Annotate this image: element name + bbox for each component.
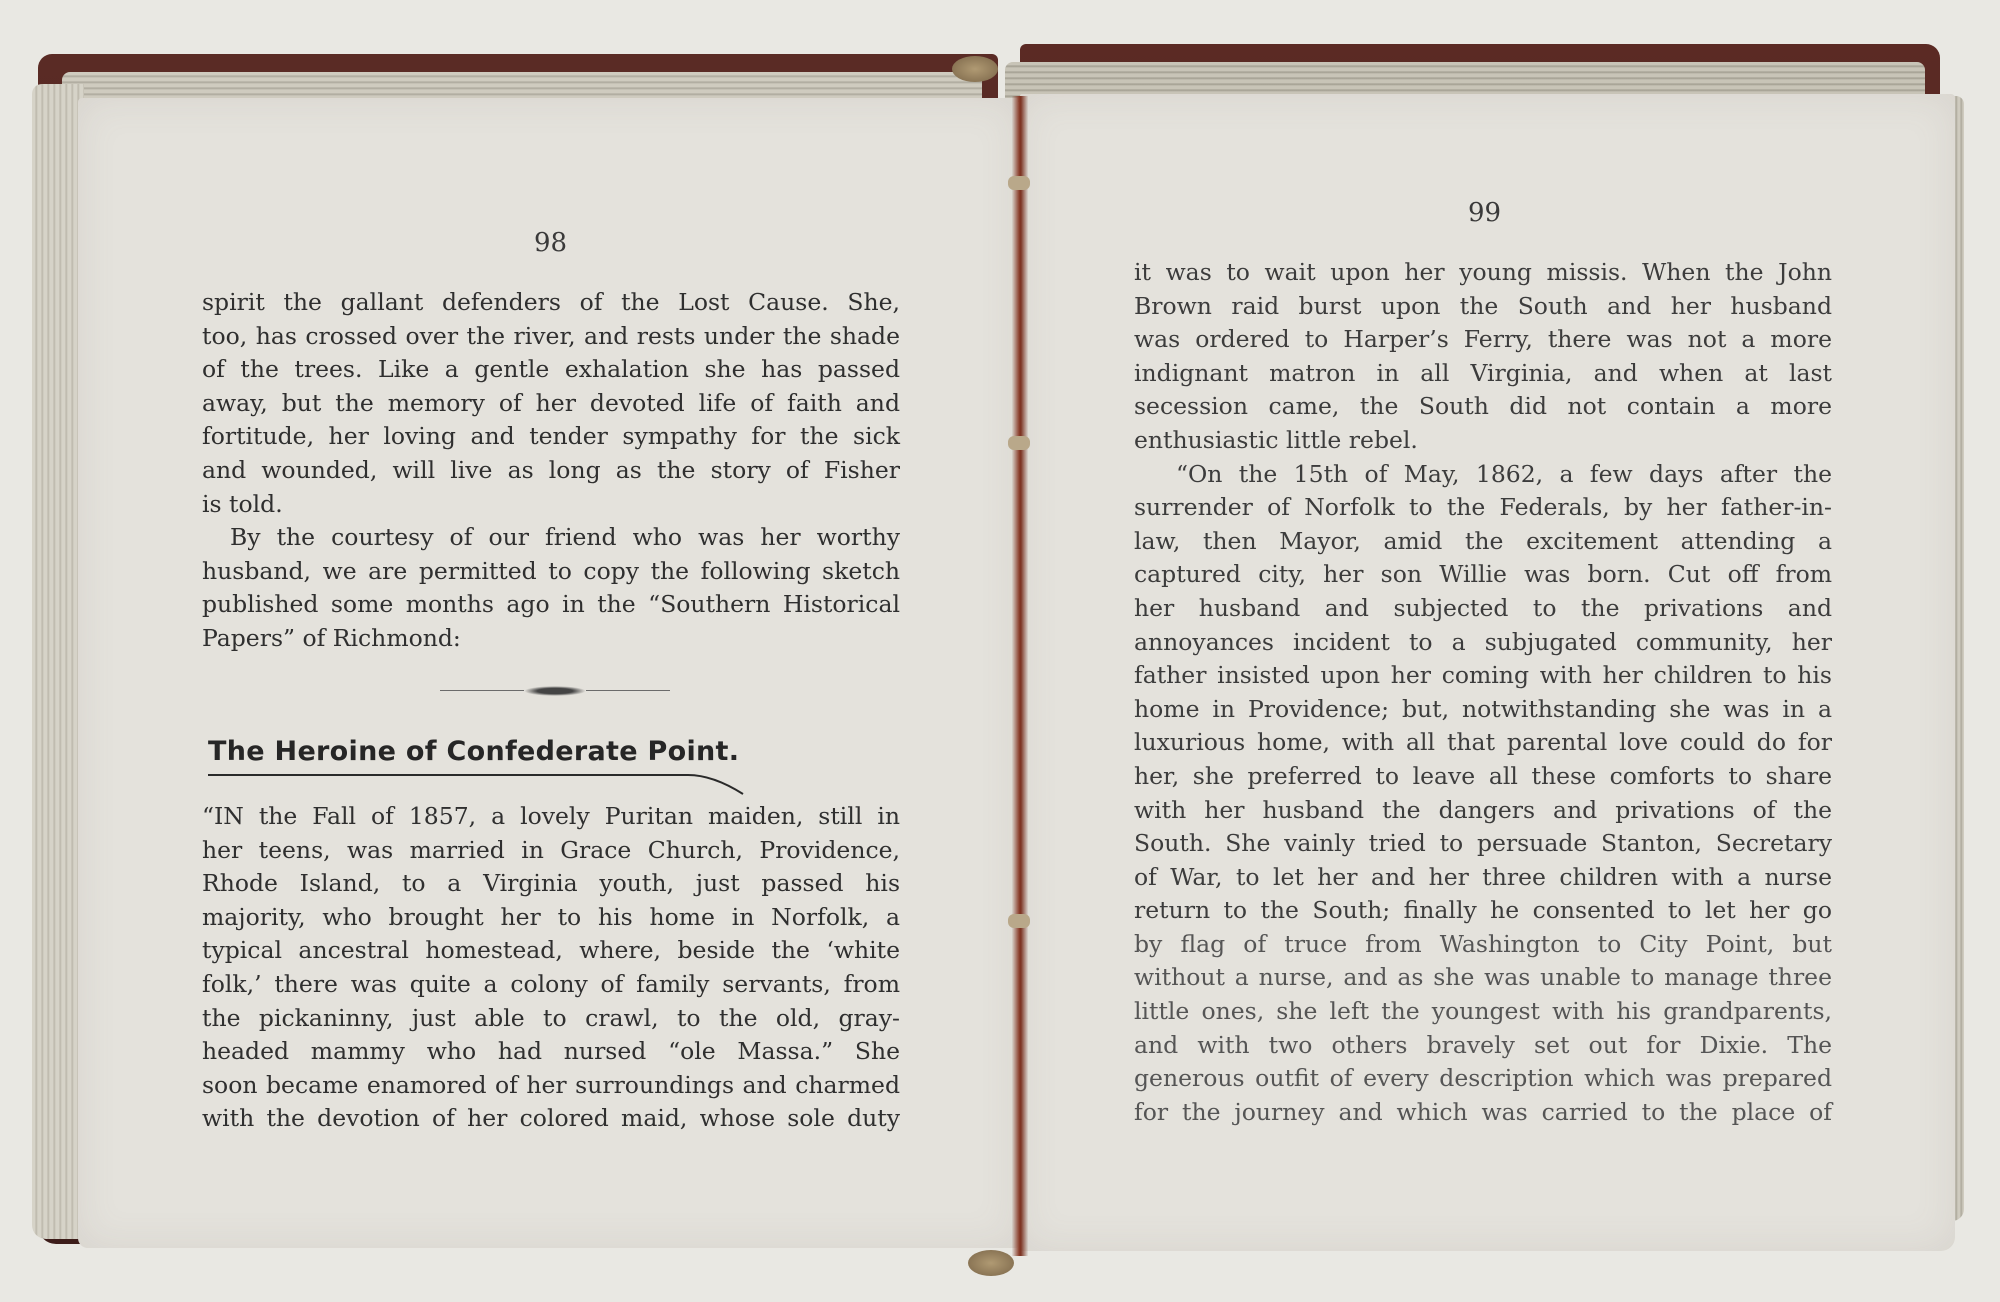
text-line: of War, to let her and her three children with a nurse — [1134, 862, 1832, 891]
right-page-text — [1134, 256, 1832, 1129]
text-line: indignant matron in all Virginia, and when at last — [1134, 358, 1832, 387]
text-line: with her husband the dangers and privations of the — [1134, 795, 1832, 824]
text-line: father insisted upon her coming with her children to his — [1134, 661, 1832, 690]
text-line: with the devotion of her colored maid, whose sole duty — [202, 1104, 900, 1133]
text-line: Brown raid burst upon the South and her husband — [1134, 291, 1832, 320]
text-line: South. She vainly tried to persuade Stanton, Secretary — [1134, 829, 1832, 858]
text-line: generous outfit of every description which was prepared — [1134, 1064, 1832, 1093]
text-line: return to the South; finally he consented to let her go — [1134, 896, 1832, 925]
heading-underline — [208, 774, 748, 796]
text-line: is told. — [202, 489, 283, 518]
text-line: secession came, the South did not contain a more — [1134, 392, 1832, 421]
text-line: without a nurse, and as she was unable to manage three — [1134, 963, 1832, 992]
text-line: fortitude, her loving and tender sympathy for the sick — [202, 422, 900, 451]
text-line: enthusiastic little rebel. — [1134, 425, 1418, 454]
page-edges-top-left — [62, 72, 982, 100]
stitch-1 — [1008, 176, 1030, 190]
stitch-3 — [1008, 914, 1030, 928]
text-line: too, has crossed over the river, and rests under the shade — [202, 321, 900, 350]
text-line: her, she preferred to leave all these comforts to share — [1134, 761, 1832, 790]
text-line: it was to wait upon her young missis. When the John — [1134, 258, 1832, 286]
text-line: folk,’ there was quite a colony of family servants, from — [202, 969, 900, 998]
text-line: Papers” of Richmond: — [202, 623, 461, 652]
text-line: her teens, was married in Grace Church, Providence, — [202, 835, 900, 864]
text-line: captured city, her son Willie was born. Cut off from — [1134, 560, 1832, 589]
stitch-2 — [1008, 436, 1030, 450]
text-line: for the journey and which was carried to the place of — [1134, 1097, 1832, 1126]
text-line: away, but the memory of her devoted life of faith and — [202, 388, 900, 417]
section-heading: The Heroine of Confederate Point. — [208, 736, 740, 767]
text-line: “On the 15th of May, 1862, a few days after the — [1176, 459, 1832, 488]
text-line: Rhode Island, to a Virginia youth, just passed his — [202, 869, 900, 898]
text-line: little ones, she left the youngest with his grandparents, — [1134, 997, 1832, 1026]
text-line: typical ancestral homestead, where, beside the ‘white — [202, 936, 900, 965]
text-line: was ordered to Harper’s Ferry, there was not a more — [1134, 325, 1832, 354]
text-line: of the trees. Like a gentle exhalation she has passed — [202, 355, 900, 384]
text-line: surrender of Norfolk to the Federals, by her father-in- — [1134, 493, 1832, 522]
page-edges-left — [32, 84, 84, 1239]
text-line: soon became enamored of her surroundings and charmed — [202, 1070, 900, 1099]
text-line: husband, we are permitted to copy the following sketch — [202, 556, 900, 585]
binding-thread-bottom — [968, 1250, 1014, 1276]
text-line: luxurious home, with all that parental love could do for — [1134, 728, 1832, 757]
text-line: her husband and subjected to the privations and — [1134, 593, 1832, 622]
text-line: annoyances incident to a subjugated community, her — [1134, 627, 1832, 656]
binding-thread-top — [952, 56, 998, 82]
text-line: published some months ago in the “Southern Historical — [202, 590, 900, 619]
text-line: home in Providence; but, notwithstanding she was in a — [1134, 694, 1832, 723]
story-text — [202, 800, 900, 1136]
text-line: and wounded, will live as long as the story of Fisher — [202, 455, 900, 484]
text-line: law, then Mayor, amid the excitement attending a — [1134, 526, 1832, 555]
right-page-number: 99 — [1468, 198, 1502, 228]
text-line: “IN the Fall of 1857, a lovely Puritan maiden, still in — [202, 802, 900, 830]
text-line: majority, who brought her to his home in Norfolk, a — [202, 902, 900, 931]
text-line: and with two others bravely set out for Dixie. The — [1134, 1030, 1832, 1059]
book-gutter — [1012, 96, 1028, 1256]
left-page-number: 98 — [534, 228, 568, 258]
text-line: headed mammy who had nursed “ole Massa.” She — [202, 1037, 900, 1066]
section-ornament — [440, 684, 670, 698]
left-page-text — [202, 286, 900, 656]
text-line: the pickaninny, just able to crawl, to the old, gray- — [202, 1003, 900, 1032]
text-line: By the courtesy of our friend who was her worthy — [230, 523, 900, 552]
text-line: by flag of truce from Washington to City Point, but — [1134, 929, 1832, 958]
text-line: spirit the gallant defenders of the Lost Cause. She, — [202, 288, 900, 316]
